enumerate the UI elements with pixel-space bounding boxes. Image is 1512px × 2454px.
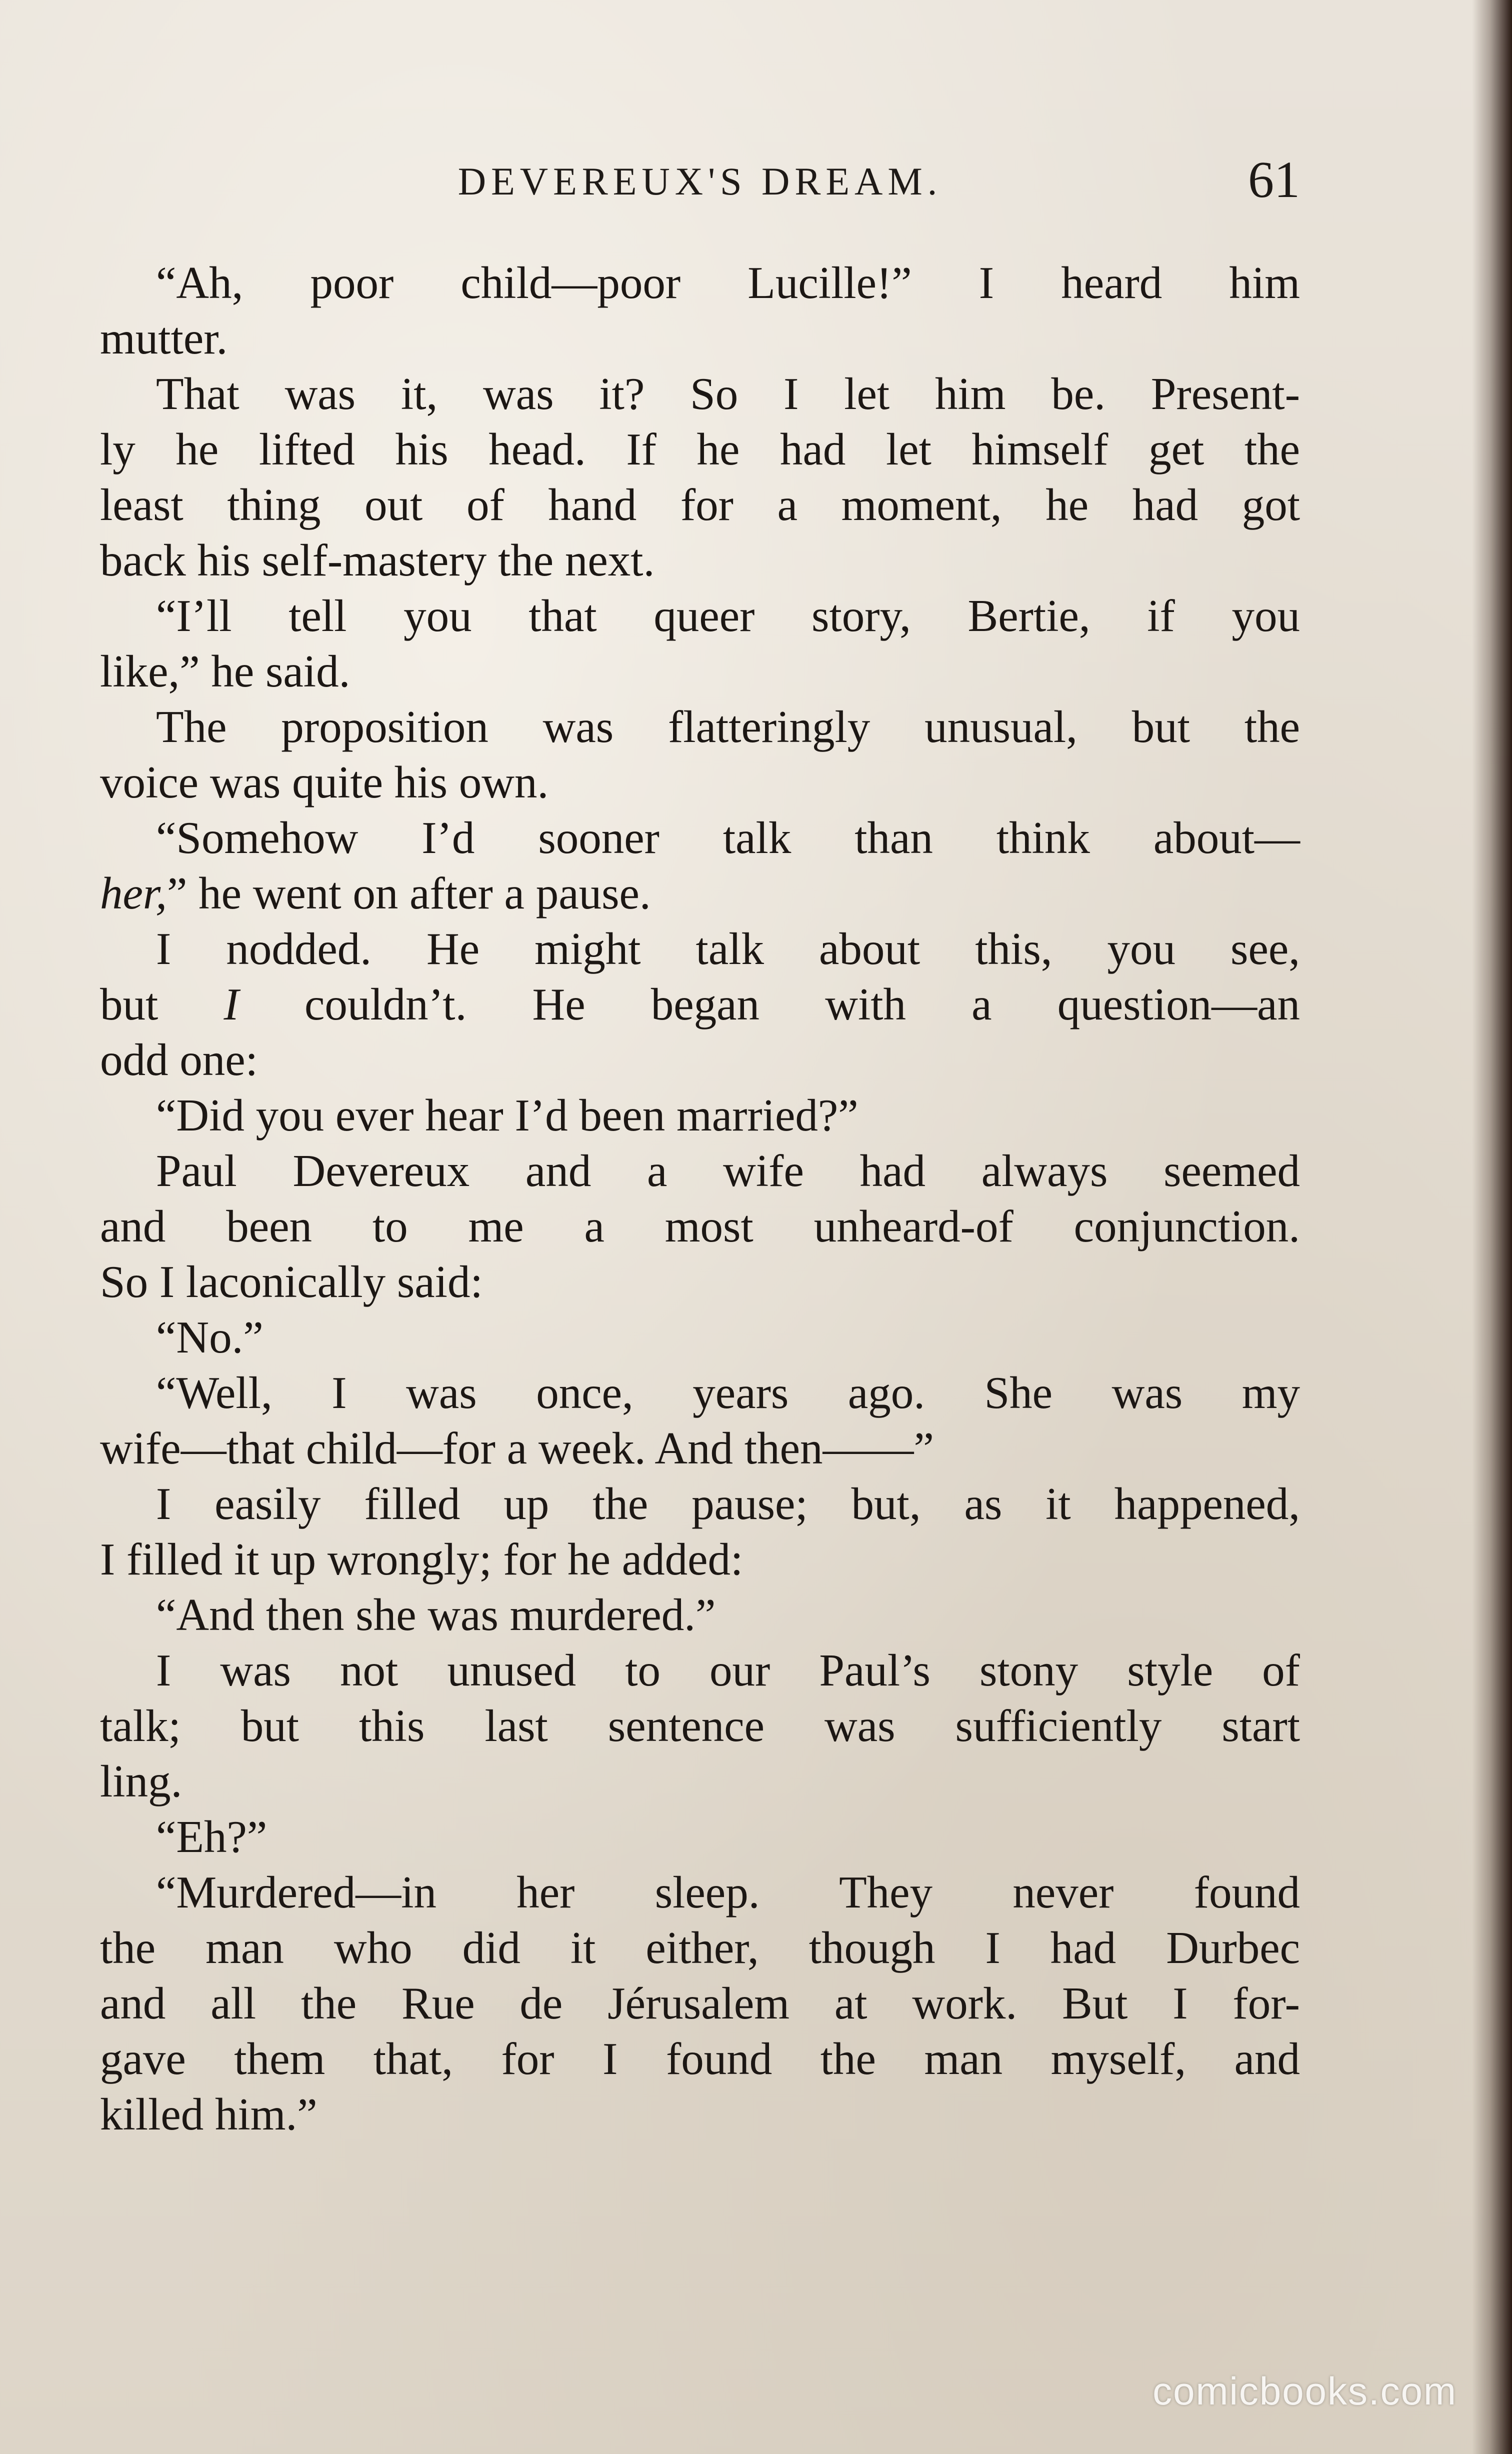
text-line: I was not unused to our Paul’s stony style of bbox=[156, 1645, 1300, 1696]
text-line: I easily filled up the pause; but, as it happened, bbox=[156, 1478, 1300, 1529]
text-line bbox=[100, 866, 1300, 921]
text-fragment: but bbox=[100, 979, 224, 1030]
running-title: DEVEREUX'S DREAM. bbox=[458, 160, 942, 203]
page-number: 61 bbox=[1248, 151, 1300, 208]
watermark: comicbooks.com bbox=[1152, 2369, 1457, 2413]
text-line bbox=[100, 976, 1300, 1032]
text-line: and all the Rue de Jérusalem at work. But I for- bbox=[100, 1978, 1300, 2028]
text-line: ling. bbox=[100, 1756, 182, 1806]
text-line: killed him.” bbox=[100, 2089, 318, 2140]
text-line: “And then she was murdered.” bbox=[156, 1590, 716, 1640]
text-line: least thing out of hand for a moment, he had got bbox=[100, 480, 1300, 530]
text-line: talk; but this last sentence was sufficiently start bbox=[100, 1700, 1300, 1751]
text-line: Paul Devereux and a wife had always seemed bbox=[156, 1146, 1300, 1196]
text-fragment: couldn’t. He began with a question—an bbox=[238, 979, 1300, 1030]
text-line: So I laconically said: bbox=[100, 1256, 483, 1307]
text-line: The proposition was flatteringly unusual, but the bbox=[156, 702, 1300, 752]
emphasis-text: I bbox=[224, 979, 239, 1030]
text-line: “Eh?” bbox=[156, 1812, 268, 1862]
text-line: and been to me a most unheard-of conjunction. bbox=[100, 1201, 1300, 1252]
text-line: odd one: bbox=[100, 1034, 258, 1085]
text-line: “I’ll tell you that queer story, Bertie, if you bbox=[156, 590, 1300, 641]
text-line: back his self-mastery the next. bbox=[100, 535, 655, 586]
text-line: voice was quite his own. bbox=[100, 757, 549, 808]
text-line: “Somehow I’d sooner talk than think about— bbox=[156, 812, 1300, 863]
emphasis-text: her, bbox=[100, 868, 167, 918]
text-line: the man who did it either, though I had Durbec bbox=[100, 1922, 1300, 1973]
text-line: That was it, was it? So I let him be. Present- bbox=[156, 368, 1300, 419]
running-header bbox=[100, 150, 1300, 210]
text-line: “Well, I was once, years ago. She was my bbox=[156, 1368, 1300, 1418]
text-line: I filled it up wrongly; for he added: bbox=[100, 1534, 744, 1584]
text-line: “Ah, poor child—poor Lucille!” I heard him bbox=[156, 258, 1300, 308]
text-line: ly he lifted his head. If he had let himself get the bbox=[100, 424, 1300, 474]
text-line: like,” he said. bbox=[100, 646, 350, 696]
text-line: I nodded. He might talk about this, you see, bbox=[156, 924, 1300, 974]
text-line: gave them that, for I found the man myself, and bbox=[100, 2034, 1300, 2084]
body-text bbox=[100, 255, 1300, 2142]
text-line: “Did you ever hear I’d been married?” bbox=[156, 1090, 858, 1140]
text-line: “No.” bbox=[156, 1312, 264, 1362]
page-edge-shadow bbox=[1472, 0, 1512, 2454]
text-fragment: ” he went on after a pause. bbox=[166, 868, 651, 918]
text-line: wife—that child—for a week. And then——” bbox=[100, 1423, 934, 1474]
text-line: mutter. bbox=[100, 313, 228, 364]
text-line: “Murdered—in her sleep. They never found bbox=[156, 1867, 1300, 1918]
